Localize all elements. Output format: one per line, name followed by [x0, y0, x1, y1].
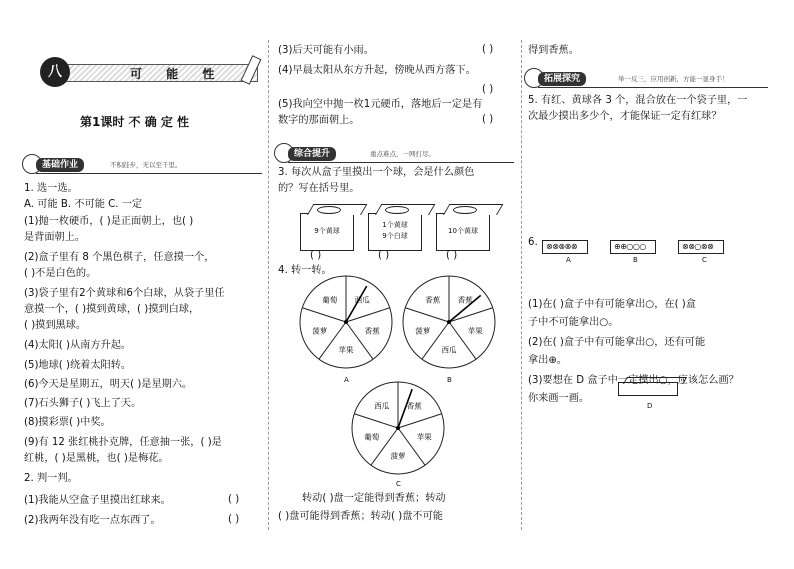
spinner-label: A — [344, 376, 349, 384]
text-line: A. 可能 B. 不可能 C. 一定 — [24, 199, 143, 210]
sector-label: 苹果 — [467, 326, 483, 336]
section-header-comprehensive — [274, 145, 514, 163]
section-tag: 综合提升 — [288, 147, 336, 161]
sector-label: 香蕉 — [425, 295, 441, 305]
text-line: 红桃，( )是黑桃，也( )是梅花。 — [24, 453, 169, 464]
question-3: 3. 每次从盒子里摸出一个球，会是什么颜色 — [278, 167, 475, 178]
sector-label: 苹果 — [338, 345, 354, 355]
text-line: (6)今天是星期五，明天( )是星期六。 — [24, 379, 193, 390]
text-line: 得到香蕉。 — [528, 45, 579, 56]
text-line: 子中不可能拿出○。 — [528, 317, 619, 328]
spinner-c — [350, 380, 446, 476]
question-4-text: ( )盘可能得到香蕉；转动( )盘不可能 — [278, 511, 443, 522]
section-motto: 重点难点，一网打尽。 — [370, 150, 435, 158]
spinner-hub — [447, 320, 451, 324]
sector-label: 菠萝 — [415, 326, 431, 336]
box-hole — [385, 206, 409, 214]
answer-blank: ( ) — [446, 250, 458, 261]
sector-label: 菠萝 — [390, 451, 406, 461]
box-top — [623, 377, 687, 384]
answer-blank: ( ) — [482, 114, 494, 125]
box-label: 9个黄球 — [314, 227, 340, 235]
section-motto: 举一反三，应用创新，方能一显身手！ — [618, 75, 729, 83]
spinner-hub — [344, 320, 348, 324]
text-line: 数字的那面朝上。 — [278, 115, 360, 126]
text-line: 拿出⊕。 — [528, 355, 568, 366]
answer-blank: ( ) — [482, 44, 494, 55]
box-d-label: D — [647, 402, 653, 410]
sector-label: 西瓜 — [374, 401, 390, 411]
sector-label: 香蕉 — [364, 326, 380, 336]
sector-label: 葡萄 — [322, 295, 338, 305]
question-5-cont: 次最少摸出多少个，才能保证一定有红球？ — [528, 111, 722, 122]
text-line: (8)摸彩票( )中奖。 — [24, 417, 111, 428]
text-line: (2)在( )盒子中有可能拿出○，还有可能 — [528, 337, 706, 348]
text-line: (2)我两年没有吃一点东西了。 — [24, 515, 161, 526]
rack-label: A — [566, 256, 571, 264]
sector-label: 香蕉 — [457, 295, 473, 305]
section-motto: 不积跬步，无以至千里。 — [110, 161, 182, 169]
text-line: ( )不是白色的。 — [24, 268, 97, 279]
text-line: (7)石头狮子( )飞上了天。 — [24, 398, 142, 409]
question-3-cont: 的？写在括号里。 — [278, 183, 360, 194]
box-hole — [317, 206, 341, 214]
text-line: (1)抛一枚硬币，( )是正面朝上，也( ) — [24, 216, 194, 227]
text-line: (5)我向空中抛一枚1元硬币，落地后一定是有 — [278, 99, 483, 110]
unit-number: 八 — [40, 57, 70, 87]
text-line: 意摸一个，( )摸到黄球，( )摸到白球， — [24, 304, 200, 315]
ball-rack-b — [610, 240, 656, 254]
text-line: (1)在( )盒子中有可能拿出○，在( )盒 — [528, 299, 696, 310]
question-4: 4. 转一转。 — [278, 265, 332, 276]
text-line: (5)地球( )绕着太阳转。 — [24, 360, 132, 371]
text-line: (3)要想在 D 盒子中一定摸出○，应该怎么画？ — [528, 375, 739, 386]
rack-balls: ⊕⊕○○○ — [614, 242, 646, 251]
unit-banner — [40, 60, 260, 84]
rack-balls: ⊗⊗○⊗⊗ — [682, 242, 714, 251]
section-rule — [538, 87, 768, 88]
text-line: (4)早晨太阳从东方升起，傍晚从西方落下。 — [278, 65, 476, 76]
text-line: 你来画一画。 — [528, 393, 590, 404]
box-label: 1个黄球 9个白球 — [382, 221, 408, 240]
spinner-label: B — [447, 376, 452, 384]
column-divider — [268, 40, 269, 530]
text-line: (9)有 12 张红桃扑克牌，任意抽一张，( )是 — [24, 437, 222, 448]
ball-rack-a — [542, 240, 588, 254]
answer-blank: ( ) — [228, 494, 240, 505]
answer-blank: ( ) — [228, 514, 240, 525]
answer-blank: ( ) — [378, 250, 390, 261]
rack-balls: ⊗⊗⊗⊗⊗ — [546, 242, 578, 251]
section-tag: 拓展探究 — [538, 72, 586, 86]
column-divider — [521, 40, 522, 530]
text-line: 1. 选一选。 — [24, 183, 78, 194]
ball-box-3 — [436, 213, 490, 251]
ball-box-1 — [300, 213, 354, 251]
answer-blank: ( ) — [310, 250, 322, 261]
lesson-title: 第1课时 不 确 定 性 — [80, 115, 190, 129]
spinner-hub — [396, 426, 400, 430]
section-rule — [288, 162, 514, 163]
text-line: ( )摸到黑球。 — [24, 320, 87, 331]
section-rule — [36, 173, 262, 174]
sector-label: 香蕉 — [406, 401, 422, 411]
text-line: 是背面朝上。 — [24, 232, 86, 243]
sector-label: 菠萝 — [312, 326, 328, 336]
rack-label: B — [633, 256, 638, 264]
question-6-number: 6. — [528, 237, 538, 248]
spinner-a — [298, 274, 394, 370]
box-label: 10个黄球 — [448, 227, 478, 235]
section-header-explore — [524, 70, 764, 88]
spinner-b — [401, 274, 497, 370]
text-line: 2. 判一判。 — [24, 473, 78, 484]
rack-label: C — [702, 256, 707, 264]
sector-label: 葡萄 — [364, 432, 380, 442]
empty-box-d — [618, 382, 678, 396]
sector-label: 西瓜 — [441, 345, 457, 355]
question-5: 5. 有红、黄球各 3 个，混合放在一个袋子里，一 — [528, 95, 748, 106]
text-line: (2)盒子里有 8 个黑色棋子，任意摸一个， — [24, 252, 215, 263]
ball-rack-c — [678, 240, 724, 254]
sector-label: 苹果 — [416, 432, 432, 442]
box-hole — [453, 206, 477, 214]
ball-box-2 — [368, 213, 422, 251]
text-line: (3)袋子里有2个黄球和6个白球，从袋子里任 — [24, 288, 225, 299]
text-line: (4)太阳( )从南方升起。 — [24, 340, 132, 351]
section-tag: 基础作业 — [36, 158, 84, 172]
text-line: (3)后天可能有小雨。 — [278, 45, 374, 56]
text-line: (1)我能从空盒子里摸出红球来。 — [24, 495, 171, 506]
section-header-basic — [22, 156, 262, 174]
spinner-label: C — [396, 480, 401, 488]
question-4-text: 转动( )盘一定能得到香蕉；转动 — [302, 493, 446, 504]
sector-label: 西瓜 — [354, 295, 370, 305]
answer-blank: ( ) — [482, 84, 494, 95]
unit-title: 可 能 性 — [130, 67, 225, 81]
